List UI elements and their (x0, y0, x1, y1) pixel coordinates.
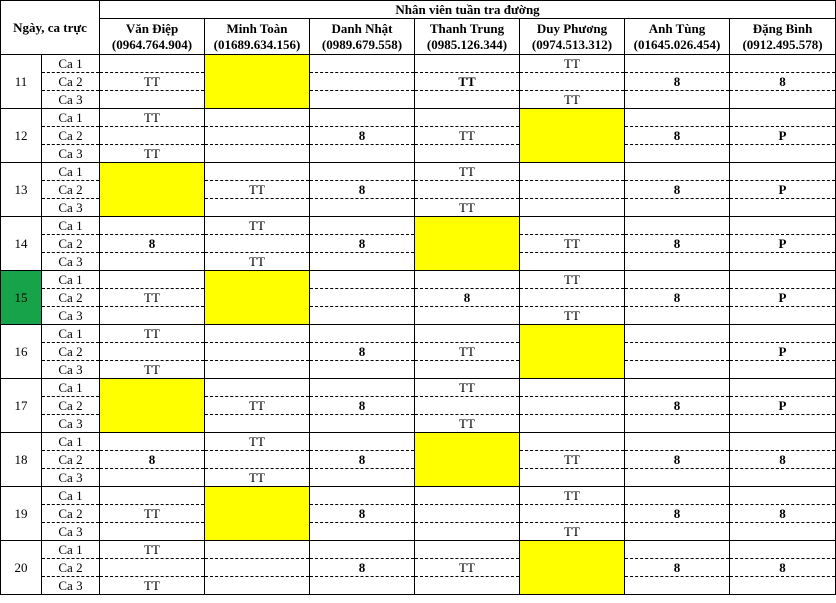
table-row (1, 361, 836, 379)
off-duty-cell (415, 217, 520, 271)
staff-phone: (0989.679.558) (321, 36, 403, 52)
shift-label: Ca 2 (42, 397, 100, 415)
staff-phone: (0912.495.578) (742, 36, 823, 52)
duty-cell (310, 217, 415, 235)
duty-cell: TT (415, 199, 520, 217)
duty-cell (625, 343, 730, 361)
duty-cell: TT (205, 181, 310, 199)
duty-cell (205, 163, 310, 181)
shift-label: Ca 1 (42, 163, 100, 181)
table-row (1, 505, 836, 523)
duty-cell: 8 (100, 235, 205, 253)
duty-cell: TT (100, 109, 205, 127)
duty-cell (520, 469, 625, 487)
shift-label: Ca 3 (42, 469, 100, 487)
duty-cell (625, 307, 730, 325)
duty-cell (310, 91, 415, 109)
shift-label: Ca 2 (42, 235, 100, 253)
duty-cell (205, 559, 310, 577)
staff-header (415, 19, 520, 55)
duty-cell (415, 487, 520, 505)
duty-cell (520, 181, 625, 199)
duty-cell (520, 433, 625, 451)
table-row (1, 559, 836, 577)
duty-cell: TT (100, 541, 205, 559)
duty-cell: 8 (310, 235, 415, 253)
table-row (1, 307, 836, 325)
duty-cell (100, 433, 205, 451)
duty-cell (415, 55, 520, 73)
duty-cell (310, 145, 415, 163)
table-row (1, 73, 836, 91)
duty-cell: 8 (310, 127, 415, 145)
duty-cell (520, 289, 625, 307)
duty-cell: P (730, 181, 836, 199)
duty-cell: TT (100, 145, 205, 163)
duty-cell (625, 109, 730, 127)
duty-cell (415, 361, 520, 379)
shift-label: Ca 1 (42, 487, 100, 505)
table-row (1, 91, 836, 109)
day-cell: 14 (1, 217, 42, 271)
duty-cell: TT (520, 55, 625, 73)
duty-cell (310, 289, 415, 307)
duty-cell (415, 541, 520, 559)
table-row (1, 325, 836, 343)
duty-cell: 8 (310, 397, 415, 415)
duty-cell: 8 (310, 559, 415, 577)
shift-label: Ca 1 (42, 55, 100, 73)
staff-phone: (0985.126.344) (426, 36, 508, 52)
duty-cell: TT (520, 307, 625, 325)
table-row (1, 523, 836, 541)
duty-cell: TT (205, 397, 310, 415)
duty-cell: 8 (625, 181, 730, 199)
staff-header (310, 19, 415, 55)
duty-cell: 8 (625, 289, 730, 307)
duty-cell (310, 469, 415, 487)
duty-cell (415, 325, 520, 343)
duty-cell (205, 343, 310, 361)
staff-header (100, 19, 205, 55)
duty-cell: TT (415, 559, 520, 577)
day-cell: 11 (1, 55, 42, 109)
duty-cell (205, 577, 310, 595)
duty-cell: 8 (730, 559, 836, 577)
duty-cell (730, 379, 836, 397)
duty-cell (730, 253, 836, 271)
duty-cell (415, 307, 520, 325)
duty-cell (415, 505, 520, 523)
staff-header-row (1, 19, 836, 55)
duty-cell (415, 109, 520, 127)
duty-cell (520, 379, 625, 397)
duty-cell (730, 325, 836, 343)
shift-label: Ca 3 (42, 253, 100, 271)
duty-cell (310, 523, 415, 541)
duty-cell (310, 379, 415, 397)
duty-cell (730, 577, 836, 595)
staff-name: Thanh Trung (429, 20, 505, 36)
table-row (1, 289, 836, 307)
duty-cell: TT (520, 271, 625, 289)
duty-cell (730, 109, 836, 127)
duty-cell (310, 361, 415, 379)
duty-cell (205, 199, 310, 217)
duty-cell (310, 163, 415, 181)
shift-label: Ca 3 (42, 361, 100, 379)
duty-cell (310, 325, 415, 343)
duty-cell: TT (415, 163, 520, 181)
duty-cell (310, 577, 415, 595)
duty-cell (730, 361, 836, 379)
duty-cell: TT (520, 451, 625, 469)
duty-cell (310, 55, 415, 73)
duty-cell: TT (415, 415, 520, 433)
duty-cell (415, 397, 520, 415)
duty-cell (415, 91, 520, 109)
duty-cell (310, 253, 415, 271)
day-cell: 20 (1, 541, 42, 595)
duty-cell: 8 (310, 505, 415, 523)
duty-cell: 8 (310, 181, 415, 199)
duty-cell (730, 487, 836, 505)
duty-cell (730, 523, 836, 541)
shift-label: Ca 1 (42, 325, 100, 343)
duty-cell: TT (100, 73, 205, 91)
duty-cell (100, 127, 205, 145)
staff-name: Văn Điệp (125, 20, 179, 36)
duty-cell (730, 91, 836, 109)
duty-cell: TT (415, 379, 520, 397)
shift-label: Ca 3 (42, 307, 100, 325)
duty-cell (205, 235, 310, 253)
roster-body (1, 55, 836, 595)
staff-phone: (0964.764.904) (111, 36, 193, 52)
table-row (1, 379, 836, 397)
duty-cell (520, 199, 625, 217)
duty-cell (730, 217, 836, 235)
duty-cell: 8 (625, 451, 730, 469)
duty-cell (100, 343, 205, 361)
table-row (1, 217, 836, 235)
off-duty-cell (520, 109, 625, 163)
duty-cell: 8 (100, 451, 205, 469)
duty-cell: P (730, 397, 836, 415)
duty-cell (415, 271, 520, 289)
staff-header (520, 19, 625, 55)
duty-cell: TT (205, 217, 310, 235)
duty-cell (730, 163, 836, 181)
shift-label: Ca 1 (42, 433, 100, 451)
duty-cell (625, 253, 730, 271)
duty-cell (100, 55, 205, 73)
duty-cell: TT (415, 127, 520, 145)
staff-phone: (01645.026.454) (633, 36, 721, 52)
duty-cell (100, 307, 205, 325)
table-row (1, 487, 836, 505)
staff-name: Đặng Bình (752, 20, 813, 36)
staff-header (205, 19, 310, 55)
duty-cell (100, 469, 205, 487)
duty-cell: TT (100, 289, 205, 307)
duty-cell (625, 523, 730, 541)
table-row (1, 541, 836, 559)
duty-cell (625, 325, 730, 343)
duty-cell (415, 577, 520, 595)
duty-cell (310, 307, 415, 325)
duty-cell (625, 415, 730, 433)
duty-cell (730, 271, 836, 289)
duty-cell (100, 217, 205, 235)
duty-cell: TT (415, 73, 520, 91)
duty-cell: 8 (625, 235, 730, 253)
duty-cell (730, 199, 836, 217)
duty-cell: P (730, 289, 836, 307)
shift-label: Ca 2 (42, 451, 100, 469)
table-row (1, 145, 836, 163)
off-duty-cell (415, 433, 520, 487)
duty-cell: TT (100, 505, 205, 523)
day-cell: 13 (1, 163, 42, 217)
duty-cell: TT (520, 523, 625, 541)
duty-cell (205, 325, 310, 343)
shift-label: Ca 3 (42, 91, 100, 109)
staff-name: Danh Nhật (331, 20, 393, 36)
duty-cell: 8 (730, 505, 836, 523)
duty-cell (100, 253, 205, 271)
staff-name: Minh Toàn (226, 20, 288, 36)
duty-cell: 8 (625, 505, 730, 523)
off-duty-cell (100, 163, 205, 217)
duty-cell: TT (415, 343, 520, 361)
duty-cell: 8 (625, 73, 730, 91)
duty-cell (205, 415, 310, 433)
duty-cell (310, 415, 415, 433)
shift-label: Ca 2 (42, 343, 100, 361)
duty-cell (205, 541, 310, 559)
duty-cell (310, 271, 415, 289)
duty-cell (310, 199, 415, 217)
duty-cell (730, 145, 836, 163)
shift-label: Ca 3 (42, 523, 100, 541)
table-row (1, 109, 836, 127)
duty-cell (625, 199, 730, 217)
duty-cell (625, 433, 730, 451)
duty-cell: TT (520, 487, 625, 505)
duty-cell: 8 (415, 289, 520, 307)
duty-cell: P (730, 343, 836, 361)
duty-cell (205, 127, 310, 145)
duty-cell (625, 361, 730, 379)
table-row (1, 433, 836, 451)
duty-cell: 8 (730, 73, 836, 91)
duty-cell (625, 163, 730, 181)
off-duty-cell (205, 55, 310, 109)
duty-cell (100, 523, 205, 541)
day-cell: 19 (1, 487, 42, 541)
duty-cell: P (730, 127, 836, 145)
duty-cell (520, 397, 625, 415)
duty-cell: TT (205, 253, 310, 271)
day-cell: 12 (1, 109, 42, 163)
table-row (1, 163, 836, 181)
off-duty-cell (205, 271, 310, 325)
table-row (1, 55, 836, 73)
staff-phone: (01689.634.156) (213, 36, 301, 52)
duty-cell (625, 145, 730, 163)
day-cell: 15 (1, 271, 42, 325)
group-title: Nhân viên tuần tra đường (100, 1, 836, 19)
duty-cell: TT (100, 361, 205, 379)
duty-cell (730, 541, 836, 559)
duty-cell (100, 559, 205, 577)
shift-label: Ca 1 (42, 541, 100, 559)
duty-cell (310, 109, 415, 127)
duty-cell (415, 145, 520, 163)
duty-cell (625, 217, 730, 235)
duty-cell (310, 487, 415, 505)
staff-header (625, 19, 730, 55)
off-duty-cell (205, 487, 310, 541)
shift-label: Ca 2 (42, 289, 100, 307)
duty-cell (310, 433, 415, 451)
duty-cell: 8 (310, 451, 415, 469)
table-row (1, 271, 836, 289)
table-row (1, 577, 836, 595)
duty-cell (415, 523, 520, 541)
duty-cell: TT (205, 433, 310, 451)
shift-label: Ca 2 (42, 505, 100, 523)
duty-cell: TT (520, 91, 625, 109)
duty-cell (520, 253, 625, 271)
staff-name: Duy Phương (536, 20, 608, 36)
duty-cell (625, 487, 730, 505)
day-cell: 18 (1, 433, 42, 487)
duty-cell: 8 (310, 343, 415, 361)
shift-label: Ca 3 (42, 577, 100, 595)
table-row (1, 343, 836, 361)
duty-cell (625, 379, 730, 397)
off-duty-cell (520, 325, 625, 379)
duty-cell (205, 379, 310, 397)
duty-cell (205, 451, 310, 469)
shift-label: Ca 3 (42, 145, 100, 163)
duty-cell (100, 487, 205, 505)
shift-label: Ca 2 (42, 559, 100, 577)
staff-name: Anh Tùng (648, 20, 706, 36)
day-cell: 16 (1, 325, 42, 379)
off-duty-cell (520, 541, 625, 595)
duty-cell (205, 361, 310, 379)
corner-header: Ngày, ca trực (1, 1, 100, 55)
duty-cell (205, 109, 310, 127)
duty-cell: 8 (625, 397, 730, 415)
duty-cell: 8 (625, 127, 730, 145)
duty-cell (625, 577, 730, 595)
shift-label: Ca 3 (42, 415, 100, 433)
table-row (1, 127, 836, 145)
duty-cell (310, 541, 415, 559)
duty-cell (730, 55, 836, 73)
duty-cell (205, 145, 310, 163)
duty-cell (625, 91, 730, 109)
duty-cell (625, 271, 730, 289)
shift-label: Ca 2 (42, 73, 100, 91)
shift-label: Ca 1 (42, 217, 100, 235)
duty-cell (520, 415, 625, 433)
duty-cell: TT (205, 469, 310, 487)
duty-cell (730, 307, 836, 325)
duty-cell (730, 433, 836, 451)
shift-label: Ca 3 (42, 199, 100, 217)
duty-cell (415, 181, 520, 199)
duty-cell: P (730, 235, 836, 253)
staff-phone: (0974.513.312) (531, 36, 613, 52)
duty-cell (625, 469, 730, 487)
shift-label: Ca 2 (42, 181, 100, 199)
duty-cell (625, 541, 730, 559)
duty-cell (730, 469, 836, 487)
duty-cell (520, 163, 625, 181)
duty-cell (520, 505, 625, 523)
duty-cell (520, 73, 625, 91)
shift-label: Ca 1 (42, 379, 100, 397)
duty-cell (730, 415, 836, 433)
duty-cell (520, 217, 625, 235)
duty-cell: TT (100, 325, 205, 343)
duty-cell (100, 91, 205, 109)
duty-cell (625, 55, 730, 73)
duty-cell: 8 (625, 559, 730, 577)
staff-header (730, 19, 836, 55)
duty-cell: TT (520, 235, 625, 253)
duty-cell (100, 271, 205, 289)
duty-cell (310, 73, 415, 91)
shift-label: Ca 1 (42, 271, 100, 289)
shift-label: Ca 2 (42, 127, 100, 145)
duty-cell: TT (100, 577, 205, 595)
off-duty-cell (100, 379, 205, 433)
shift-label: Ca 1 (42, 109, 100, 127)
duty-cell: 8 (730, 451, 836, 469)
day-cell: 17 (1, 379, 42, 433)
